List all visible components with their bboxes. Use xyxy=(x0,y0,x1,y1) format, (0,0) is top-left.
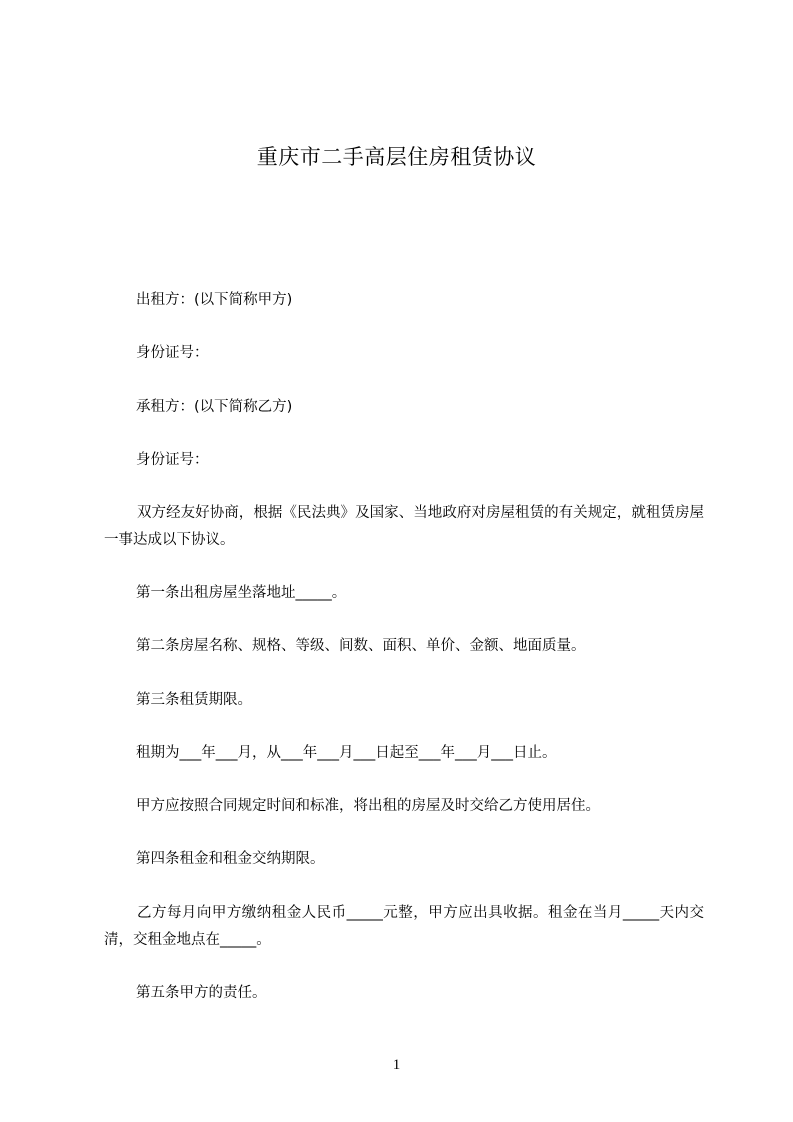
article-2: 第二条房屋名称、规格、等级、间数、面积、单价、金额、地面质量。 xyxy=(136,638,586,654)
lessee-id-line: 身份证号： xyxy=(136,452,209,468)
lessor-id-line: 身份证号： xyxy=(136,345,209,361)
rent-payment-paragraph: 乙方每月向甲方缴纳租金人民币_____元整，甲方应出具收据。租金在当月_____天内交清，交租金地点在_____。 xyxy=(104,905,704,948)
article-4-heading: 第四条租金和租金交纳期限。 xyxy=(136,851,325,867)
lessor-line: 出租方：(以下简称甲方) xyxy=(136,292,293,308)
article-3-heading: 第三条租赁期限。 xyxy=(136,692,252,708)
article-5-heading: 第五条甲方的责任。 xyxy=(136,985,267,1001)
document-title: 重庆市二手高层住房租赁协议 xyxy=(256,145,537,169)
lessee-line: 承租方：(以下简称乙方) xyxy=(136,399,293,415)
delivery-line: 甲方应按照合同规定时间和标准，将出租的房屋及时交给乙方使用居住。 xyxy=(136,798,600,814)
preamble-paragraph: 双方经友好协商，根据《民法典》及国家、当地政府对房屋租赁的有关规定，就租赁房屋一事达成以下协议。 xyxy=(104,505,704,548)
page-number: 1 xyxy=(392,1057,401,1073)
lease-term-line: 租期为___年___月，从___年___月___日起至___年___月___日止。 xyxy=(136,745,557,761)
article-1: 第一条出租房屋坐落地址_____。 xyxy=(136,585,347,601)
